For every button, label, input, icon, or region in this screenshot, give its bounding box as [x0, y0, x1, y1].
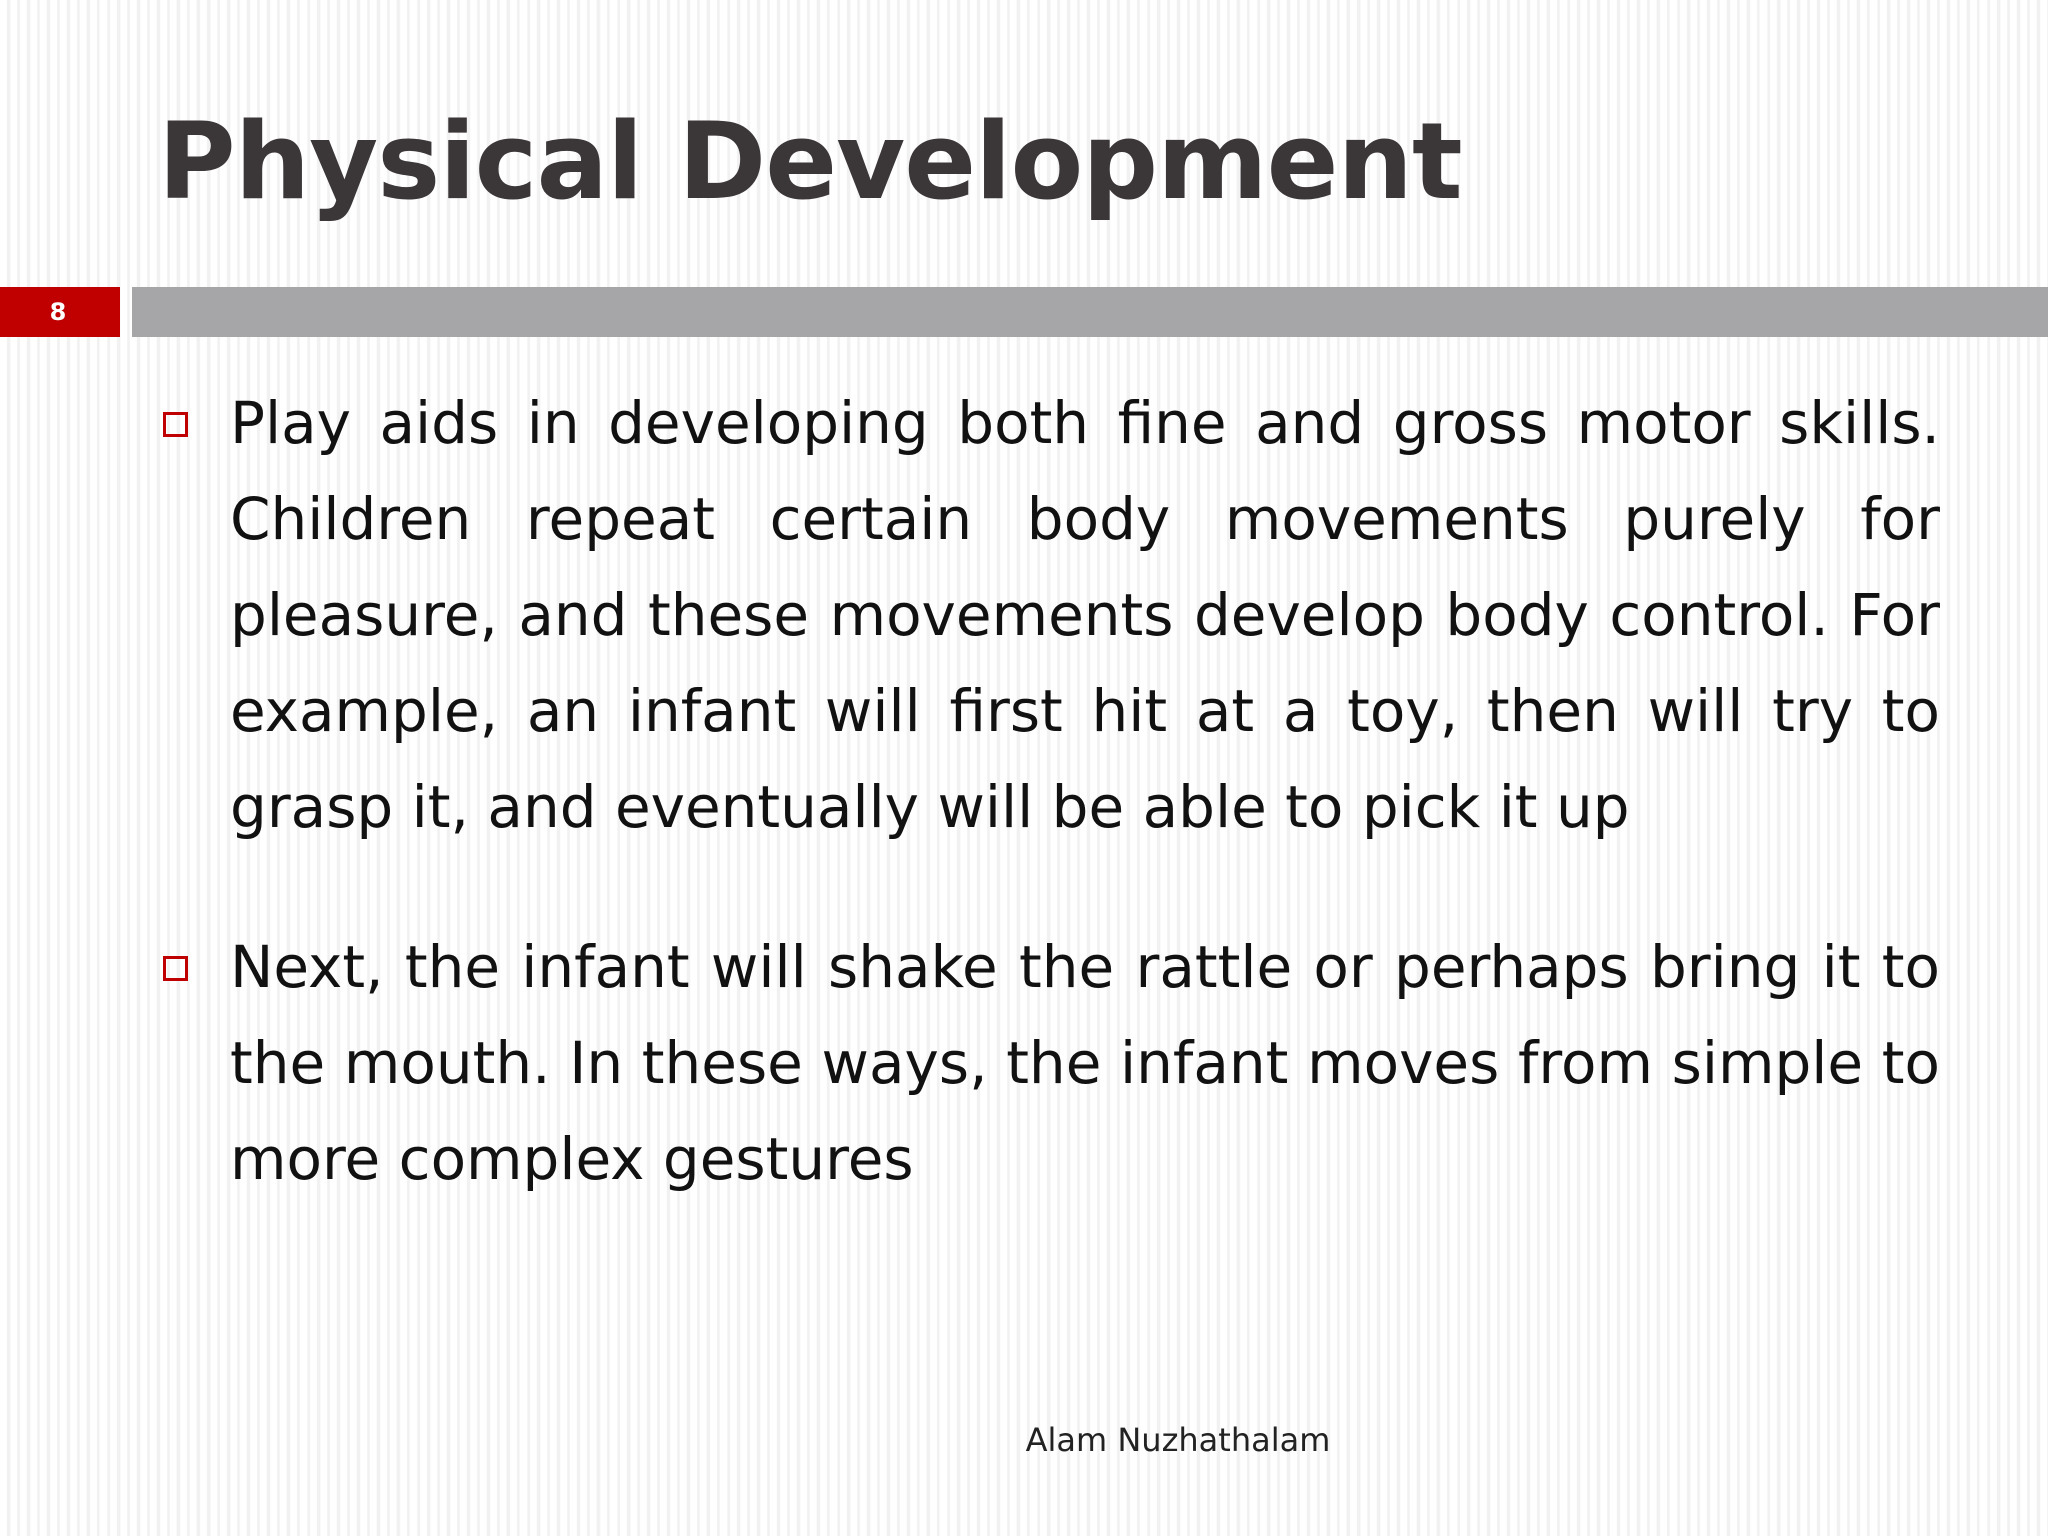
- slide-number-badge: [0, 287, 120, 337]
- bullet-text: Play aids in developing both fine and gross motor skills. Children repeat certain body movements purely for pleasure, and these movements develop body control. For example, an infant will first hit at a toy, then will try to grasp it, and eventually will be able to pick it up: [230, 389, 1940, 841]
- slide-title: Physical Development: [158, 100, 1462, 223]
- footer-author: Alam Nuzhathalam: [1025, 1421, 1331, 1459]
- bullet-item: [160, 919, 1940, 1207]
- hollow-square-bullet-icon: [163, 412, 188, 437]
- bullet-list: [160, 375, 1940, 1271]
- header-divider-bar: [132, 287, 2048, 337]
- bullet-text: Next, the infant will shake the rattle or perhaps bring it to the mouth. In these ways, the infant moves from simple to more complex gestures: [230, 933, 1940, 1193]
- bullet-item: [160, 375, 1940, 855]
- slide-number: 8: [49, 298, 67, 326]
- hollow-square-bullet-icon: [163, 956, 188, 981]
